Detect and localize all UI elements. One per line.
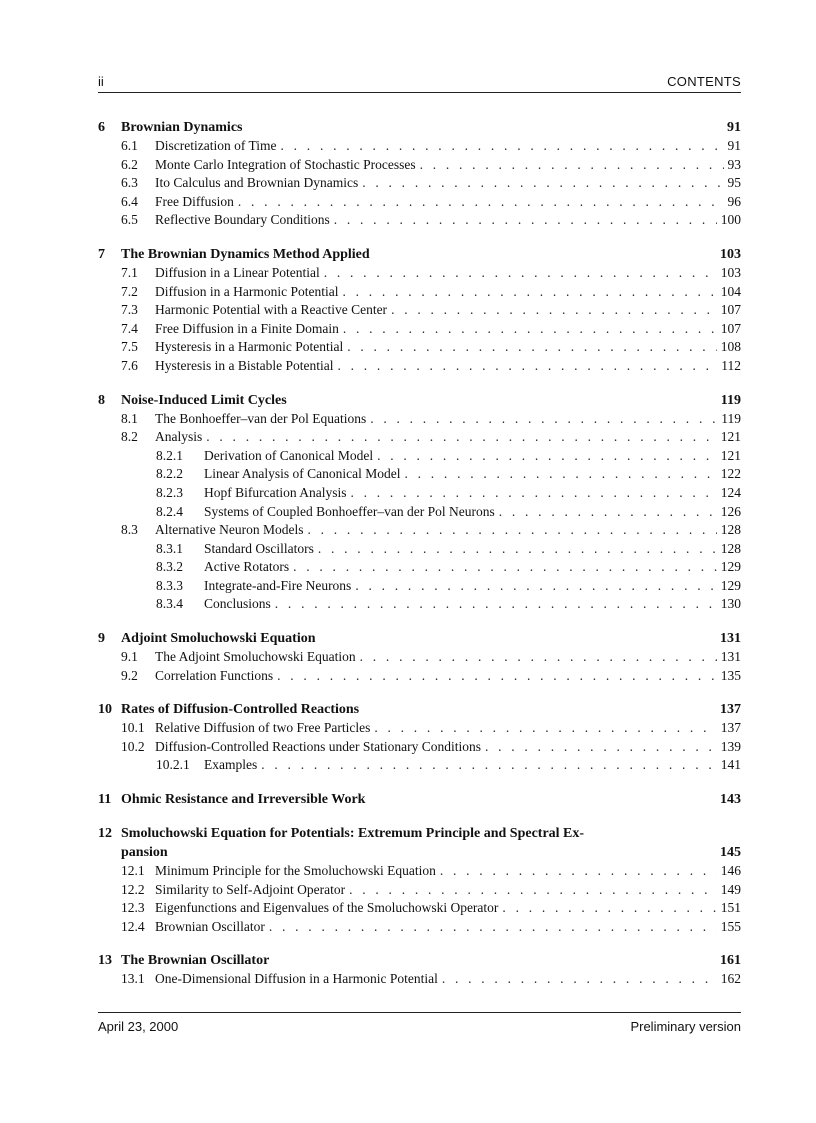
toc-section-entry[interactable] bbox=[98, 174, 741, 193]
dot-leader bbox=[360, 648, 717, 667]
chapter-page: 137 bbox=[720, 702, 741, 718]
section-title: Ito Calculus and Brownian Dynamics bbox=[155, 175, 359, 191]
section-title: Discretization of Time bbox=[155, 138, 277, 153]
toc-chapter bbox=[98, 951, 741, 989]
section-page: 122 bbox=[720, 466, 741, 482]
dot-leader bbox=[502, 899, 716, 918]
toc-subsection-entry[interactable] bbox=[98, 756, 741, 775]
toc-section-entry[interactable] bbox=[98, 338, 741, 357]
section-number: 8.2 bbox=[121, 429, 138, 445]
section-number: 9.1 bbox=[121, 649, 138, 665]
footer-version: Preliminary version bbox=[630, 1019, 741, 1034]
chapter-title: Smoluchowski Equation for Potentials: Extremum Principle and Spectral Ex- bbox=[121, 826, 585, 842]
dot-leader bbox=[261, 756, 717, 775]
toc-section-entry[interactable] bbox=[98, 738, 741, 757]
chapter-page: 91 bbox=[727, 120, 741, 135]
section-number: 7.1 bbox=[121, 264, 138, 280]
section-number: 10.2 bbox=[121, 738, 145, 754]
table-of-contents bbox=[98, 118, 741, 1004]
section-title: Free Diffusion in a Finite Domain bbox=[155, 320, 339, 336]
dot-leader bbox=[206, 428, 717, 447]
section-number: 8.2.1 bbox=[156, 447, 183, 463]
chapter-page: 145 bbox=[720, 845, 741, 861]
section-page: 100 bbox=[720, 212, 741, 228]
chapter-page: 131 bbox=[720, 631, 741, 647]
dot-leader bbox=[355, 577, 716, 596]
section-number: 10.1 bbox=[121, 720, 145, 736]
chapter-heading[interactable] bbox=[98, 790, 741, 809]
chapter-title: Ohmic Resistance and Irreversible Work bbox=[121, 792, 366, 808]
toc-section-entry[interactable] bbox=[98, 648, 741, 667]
dot-leader bbox=[485, 738, 717, 757]
section-title: One-Dimensional Diffusion in a Harmonic Potential bbox=[155, 971, 438, 987]
dot-leader bbox=[318, 540, 717, 559]
chapter-heading[interactable] bbox=[98, 118, 741, 137]
section-page: 104 bbox=[720, 283, 741, 299]
toc-section-entry[interactable] bbox=[98, 211, 741, 230]
section-number: 8.3.2 bbox=[156, 559, 183, 575]
toc-section-entry[interactable] bbox=[98, 357, 741, 376]
section-page: 162 bbox=[720, 971, 741, 987]
chapter-title: Rates of Diffusion-Controlled Reactions bbox=[121, 702, 360, 718]
dot-leader bbox=[377, 447, 717, 466]
section-number: 10.2.1 bbox=[156, 757, 190, 773]
section-title: Correlation Functions bbox=[155, 667, 274, 683]
page-number: ii bbox=[98, 74, 104, 89]
dot-leader bbox=[307, 521, 716, 540]
toc-section-entry[interactable] bbox=[98, 264, 741, 283]
section-page: 130 bbox=[720, 596, 741, 612]
toc-section-entry[interactable] bbox=[98, 521, 741, 540]
page-footer bbox=[98, 1012, 741, 1034]
toc-chapter bbox=[98, 629, 741, 685]
chapter-number: 10 bbox=[98, 702, 112, 718]
section-page: 126 bbox=[720, 503, 741, 519]
toc-subsection-entry[interactable] bbox=[98, 540, 741, 559]
section-page: 151 bbox=[720, 900, 741, 916]
section-title: Diffusion in a Linear Potential bbox=[155, 264, 320, 280]
section-page: 155 bbox=[720, 918, 741, 934]
chapter-heading[interactable] bbox=[98, 824, 741, 862]
chapter-title: Brownian Dynamics bbox=[121, 120, 243, 135]
toc-section-entry[interactable] bbox=[98, 301, 741, 320]
dot-leader bbox=[442, 970, 717, 989]
dot-leader bbox=[342, 283, 716, 302]
toc-section-entry[interactable] bbox=[98, 862, 741, 881]
section-title: Minimum Principle for the Smoluchowski Equation bbox=[155, 863, 436, 879]
toc-chapter bbox=[98, 700, 741, 775]
toc-section-entry[interactable] bbox=[98, 918, 741, 937]
section-page: 112 bbox=[721, 357, 741, 373]
chapter-number: 12 bbox=[98, 826, 112, 842]
chapter-number: 13 bbox=[98, 953, 112, 969]
section-number: 12.1 bbox=[121, 863, 145, 879]
dot-leader bbox=[334, 211, 717, 230]
chapter-page: 119 bbox=[720, 392, 741, 408]
toc-section-entry[interactable] bbox=[98, 899, 741, 918]
page-header bbox=[98, 72, 741, 93]
toc-subsection-entry[interactable] bbox=[98, 465, 741, 484]
dot-leader bbox=[370, 410, 717, 429]
section-title: Systems of Coupled Bonhoeffer–van der Pol Neurons bbox=[204, 503, 495, 519]
section-title: The Adjoint Smoluchowski Equation bbox=[155, 649, 356, 665]
section-title: Alternative Neuron Models bbox=[155, 522, 304, 538]
section-number: 12.4 bbox=[121, 918, 145, 934]
section-number: 7.3 bbox=[121, 302, 138, 318]
section-page: 129 bbox=[720, 559, 741, 575]
section-page: 141 bbox=[720, 757, 741, 773]
section-title: Diffusion-Controlled Reactions under Stationary Conditions bbox=[155, 738, 481, 754]
dot-leader bbox=[404, 465, 716, 484]
toc-section-entry[interactable] bbox=[98, 970, 741, 989]
toc-section-entry[interactable] bbox=[98, 283, 741, 302]
section-number: 6.3 bbox=[121, 175, 138, 191]
toc-subsection-entry[interactable] bbox=[98, 558, 741, 577]
chapter-title-continued: pansion bbox=[121, 845, 168, 861]
section-number: 6.4 bbox=[121, 193, 138, 209]
section-page: 121 bbox=[720, 429, 741, 445]
toc-chapter bbox=[98, 824, 741, 936]
section-number: 7.5 bbox=[121, 339, 138, 355]
section-page: 139 bbox=[720, 738, 741, 754]
chapter-page: 161 bbox=[720, 953, 741, 969]
toc-section-entry[interactable] bbox=[98, 881, 741, 900]
chapter-number: 11 bbox=[98, 792, 112, 808]
section-title: Standard Oscillators bbox=[204, 540, 314, 556]
dot-leader bbox=[349, 881, 717, 900]
section-title: Conclusions bbox=[204, 596, 271, 612]
dot-leader bbox=[337, 357, 717, 376]
toc-section-entry[interactable] bbox=[98, 428, 741, 447]
chapter-heading[interactable] bbox=[98, 245, 741, 264]
section-page: 124 bbox=[720, 484, 741, 500]
section-number: 8.2.3 bbox=[156, 484, 183, 500]
dot-leader bbox=[277, 667, 717, 686]
section-page: 129 bbox=[720, 577, 741, 593]
section-page: 149 bbox=[720, 881, 741, 897]
toc-section-entry[interactable] bbox=[98, 719, 741, 738]
chapter-heading[interactable] bbox=[98, 629, 741, 648]
toc-section-entry[interactable] bbox=[98, 137, 741, 156]
section-number: 6.2 bbox=[121, 156, 138, 172]
toc-section-entry[interactable] bbox=[98, 193, 741, 212]
chapter-page: 103 bbox=[720, 246, 741, 262]
running-title: CONTENTS bbox=[667, 74, 741, 89]
section-title: Monte Carlo Integration of Stochastic Processes bbox=[155, 156, 416, 172]
section-page: 146 bbox=[720, 863, 741, 879]
chapter-title: The Brownian Oscillator bbox=[121, 953, 270, 969]
chapter-heading[interactable] bbox=[98, 951, 741, 970]
section-page: 96 bbox=[727, 193, 741, 209]
section-title: Relative Diffusion of two Free Particles bbox=[155, 720, 371, 736]
toc-chapter bbox=[98, 245, 741, 376]
toc-section-entry[interactable] bbox=[98, 320, 741, 339]
chapter-heading[interactable] bbox=[98, 391, 741, 410]
section-title: Integrate-and-Fire Neurons bbox=[204, 577, 352, 593]
section-page: 128 bbox=[720, 540, 741, 556]
section-title: Diffusion in a Harmonic Potential bbox=[155, 283, 339, 299]
section-page: 137 bbox=[720, 720, 741, 736]
section-page: 119 bbox=[721, 410, 741, 426]
section-number: 6.1 bbox=[121, 138, 138, 153]
chapter-number: 7 bbox=[98, 246, 105, 262]
section-number: 8.3.4 bbox=[156, 596, 183, 612]
section-page: 128 bbox=[720, 522, 741, 538]
chapter-title: Noise-Induced Limit Cycles bbox=[121, 392, 287, 408]
section-page: 95 bbox=[727, 175, 741, 191]
section-title: Brownian Oscillator bbox=[155, 918, 265, 934]
section-page: 135 bbox=[720, 667, 741, 683]
section-page: 107 bbox=[720, 320, 741, 336]
chapter-number: 9 bbox=[98, 631, 105, 647]
section-page: 91 bbox=[727, 138, 741, 153]
dot-leader bbox=[420, 156, 724, 175]
section-title: Reflective Boundary Conditions bbox=[155, 212, 330, 228]
dot-leader bbox=[362, 174, 723, 193]
toc-section-entry[interactable] bbox=[98, 156, 741, 175]
dot-leader bbox=[499, 503, 717, 522]
section-page: 121 bbox=[720, 447, 741, 463]
section-page: 107 bbox=[720, 302, 741, 318]
section-page: 103 bbox=[720, 264, 741, 280]
section-title: Hysteresis in a Bistable Potential bbox=[155, 357, 334, 373]
dot-leader bbox=[275, 595, 717, 614]
chapter-title: The Brownian Dynamics Method Applied bbox=[121, 246, 370, 262]
section-number: 6.5 bbox=[121, 212, 138, 228]
chapter-page: 143 bbox=[720, 792, 741, 808]
chapter-title: Adjoint Smoluchowski Equation bbox=[121, 631, 316, 647]
section-title: Examples bbox=[204, 757, 258, 773]
toc-section-entry[interactable] bbox=[98, 410, 741, 429]
section-title: Harmonic Potential with a Reactive Center bbox=[155, 302, 388, 318]
dot-leader bbox=[391, 301, 717, 320]
dot-leader bbox=[293, 558, 717, 577]
section-number: 8.3 bbox=[121, 522, 138, 538]
section-title: Hysteresis in a Harmonic Potential bbox=[155, 339, 344, 355]
chapter-number: 6 bbox=[98, 120, 105, 135]
chapter-heading[interactable] bbox=[98, 700, 741, 719]
dot-leader bbox=[324, 264, 717, 283]
toc-subsection-entry[interactable] bbox=[98, 447, 741, 466]
dot-leader bbox=[269, 918, 717, 937]
section-number: 8.2.2 bbox=[156, 466, 183, 482]
footer-date: April 23, 2000 bbox=[98, 1019, 179, 1034]
section-number: 8.1 bbox=[121, 410, 138, 426]
dot-leader bbox=[347, 338, 717, 357]
section-title: Active Rotators bbox=[204, 559, 290, 575]
section-title: Hopf Bifurcation Analysis bbox=[204, 484, 347, 500]
section-title: Analysis bbox=[155, 429, 203, 445]
dot-leader bbox=[350, 484, 716, 503]
section-number: 8.2.4 bbox=[156, 503, 183, 519]
section-title: Free Diffusion bbox=[155, 193, 234, 209]
toc-subsection-entry[interactable] bbox=[98, 503, 741, 522]
toc-section-entry[interactable] bbox=[98, 667, 741, 686]
section-title: The Bonhoeffer–van der Pol Equations bbox=[155, 410, 367, 426]
dot-leader bbox=[440, 862, 717, 881]
chapter-number: 8 bbox=[98, 392, 105, 408]
toc-subsection-entry[interactable] bbox=[98, 484, 741, 503]
toc-subsection-entry[interactable] bbox=[98, 577, 741, 596]
section-page: 108 bbox=[720, 339, 741, 355]
section-number: 12.2 bbox=[121, 881, 145, 897]
section-title: Similarity to Self-Adjoint Operator bbox=[155, 881, 346, 897]
section-number: 13.1 bbox=[121, 971, 145, 987]
section-number: 8.3.3 bbox=[156, 577, 183, 593]
section-number: 7.6 bbox=[121, 357, 138, 373]
section-title: Linear Analysis of Canonical Model bbox=[204, 466, 401, 482]
section-title: Eigenfunctions and Eigenvalues of the Smoluchowski Operator bbox=[155, 900, 499, 916]
section-number: 7.4 bbox=[121, 320, 138, 336]
section-page: 93 bbox=[727, 156, 741, 172]
dot-leader bbox=[343, 320, 717, 339]
section-number: 9.2 bbox=[121, 667, 138, 683]
section-number: 8.3.1 bbox=[156, 540, 183, 556]
toc-chapter bbox=[98, 391, 741, 615]
section-title: Derivation of Canonical Model bbox=[204, 447, 374, 463]
dot-leader bbox=[238, 193, 724, 212]
section-page: 131 bbox=[720, 649, 741, 665]
toc-subsection-entry[interactable] bbox=[98, 595, 741, 614]
toc-chapter bbox=[98, 790, 741, 809]
dot-leader bbox=[281, 137, 724, 156]
dot-leader bbox=[374, 719, 716, 738]
section-number: 12.3 bbox=[121, 900, 145, 916]
section-number: 7.2 bbox=[121, 283, 138, 299]
toc-chapter bbox=[98, 118, 741, 230]
